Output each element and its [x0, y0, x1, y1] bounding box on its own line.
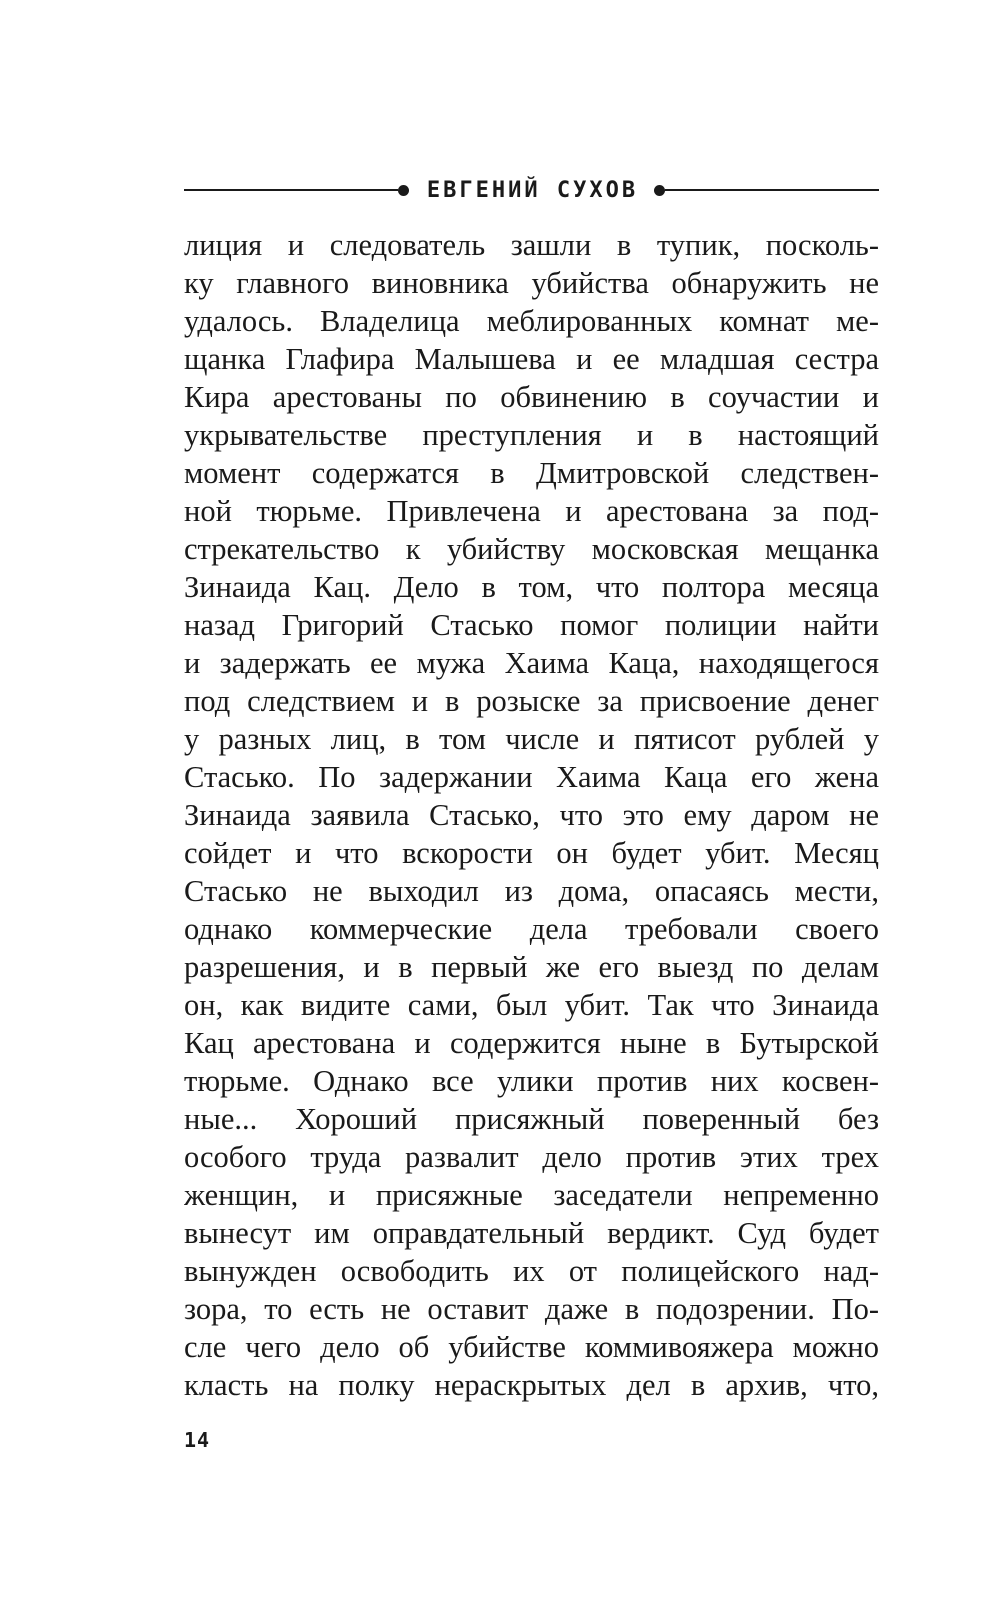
text-line: щанка Глафира Малышева и ее младшая сестра [184, 342, 879, 376]
text-line: Зинаида заявила Стасько, что это ему даром не [184, 798, 879, 832]
text-line: сойдет и что вскорости он будет убит. Месяц [184, 836, 879, 870]
text-line: Кац арестована и содержится ныне в Бутырской [184, 1026, 879, 1060]
text-line: лиция и следователь зашли в тупик, посколь- [184, 228, 879, 262]
header-rule-left [184, 189, 398, 191]
text-line: Стасько не выходил из дома, опасаясь мести, [184, 874, 879, 908]
text-line: удалось. Владелица меблированных комнат ме- [184, 304, 879, 338]
text-line: ку главного виновника убийства обнаружить не [184, 266, 879, 300]
text-line: однако коммерческие дела требовали своего [184, 912, 879, 946]
text-line: он, как видите сами, был убит. Так что Зинаида [184, 988, 879, 1022]
text-line: и задержать ее мужа Хаима Каца, находящегося [184, 646, 879, 680]
running-head [184, 176, 879, 204]
header-bullet-left [398, 185, 409, 196]
text-line: зора, то есть не оставит даже в подозрении. По- [184, 1292, 879, 1326]
text-line: Зинаида Кац. Дело в том, что полтора месяца [184, 570, 879, 604]
text-line: Кира арестованы по обвинению в соучастии и [184, 380, 879, 414]
text-line: укрывательстве преступления и в настоящий [184, 418, 879, 452]
author-name: ЕВГЕНИЙ СУХОВ [426, 177, 639, 203]
text-line: назад Григорий Стасько помог полиции найти [184, 608, 879, 642]
text-line: Стасько. По задержании Хаима Каца его жена [184, 760, 879, 794]
text-line: особого труда развалит дело против этих трех [184, 1140, 879, 1174]
text-line: женщин, и присяжные заседатели непременно [184, 1178, 879, 1212]
text-line: вынужден освободить их от полицейского над- [184, 1254, 879, 1288]
text-line: вынесут им оправдательный вердикт. Суд будет [184, 1216, 879, 1250]
text-line: под следствием и в розыске за присвоение денег [184, 684, 879, 718]
text-line: момент содержатся в Дмитровской следствен- [184, 456, 879, 490]
text-line: разрешения, и в первый же его выезд по делам [184, 950, 879, 984]
text-line: ной тюрьме. Привлечена и арестована за под- [184, 494, 879, 528]
header-bullet-right [654, 185, 665, 196]
body-text [184, 226, 879, 1404]
text-line: сле чего дело об убийстве коммивояжера можно [184, 1330, 879, 1364]
page-number: 14 [184, 1428, 211, 1452]
text-line: класть на полку нераскрытых дел в архив, что, [184, 1368, 879, 1402]
text-line: у разных лиц, в том числе и пятисот рублей у [184, 722, 879, 756]
header-rule-right [665, 189, 879, 191]
text-line: ные... Хороший присяжный поверенный без [184, 1102, 879, 1136]
text-line: стрекательство к убийству московская мещанка [184, 532, 879, 566]
text-line: тюрьме. Однако все улики против них косвен- [184, 1064, 879, 1098]
